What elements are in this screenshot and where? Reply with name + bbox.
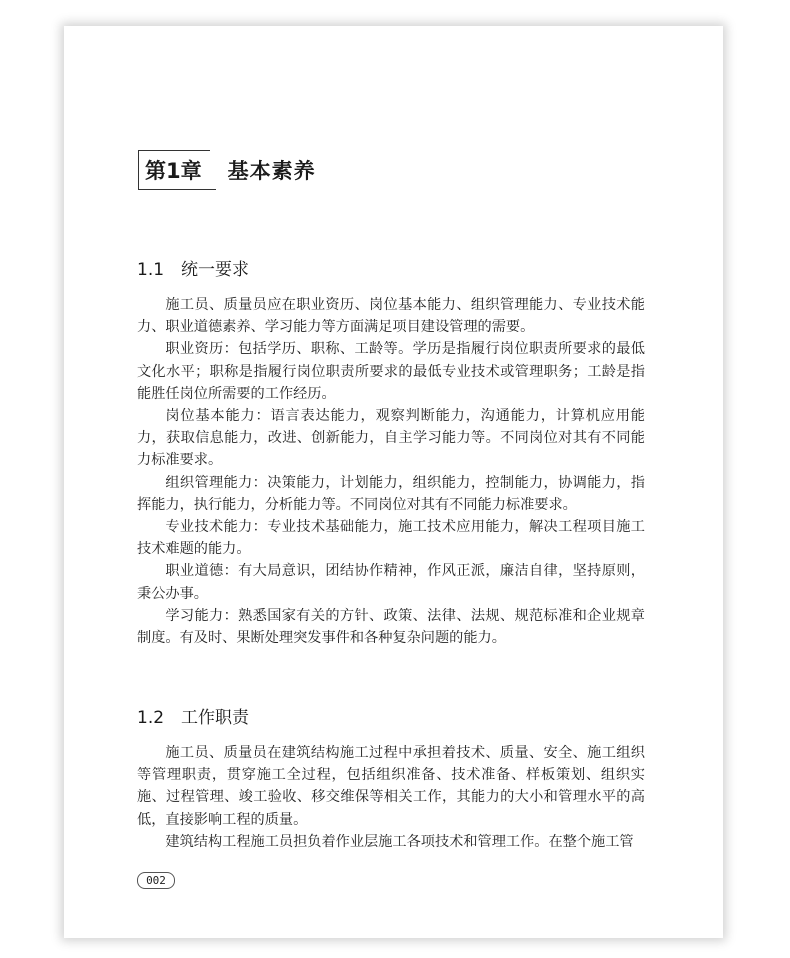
paragraph: 施工员、质量员应在职业资历、岗位基本能力、组织管理能力、专业技术能力、职业道德素养、学习能力等方面满足项目建设管理的需要。: [137, 297, 645, 336]
page-number: 002: [137, 872, 175, 889]
section-heading-1-2: [137, 703, 249, 728]
paragraph: 岗位基本能力：语言表达能力，观察判断能力，沟通能力，计算机应用能力，获取信息能力，改进、创新能力，自主学习能力等。不同岗位对其有不同能力标准要求。: [137, 408, 645, 469]
section-title: 统一要求: [181, 260, 249, 280]
paragraph: 专业技术能力：专业技术基础能力，施工技术应用能力，解决工程项目施工技术难题的能力。: [137, 519, 645, 558]
paragraph: 建筑结构工程施工员担负着作业层施工各项技术和管理工作。在整个施工管: [165, 833, 634, 850]
section-title: 工作职责: [181, 708, 249, 728]
section-heading-1-1: [137, 255, 249, 280]
section-number: 1.2: [137, 708, 165, 728]
chapter-title: 基本素养: [227, 159, 316, 183]
paragraph: 职业资历：包括学历、职称、工龄等。学历是指履行岗位职责所要求的最低文化水平；职称是指履行岗位职责所要求的最低专业技术或管理职务；工龄是指能胜任岗位所需要的工作经历。: [137, 341, 645, 402]
section-1-2-body: [137, 742, 645, 853]
chapter-heading: [138, 150, 316, 190]
chapter-number: 第1章: [145, 159, 202, 183]
chapter-number-box: [138, 150, 210, 190]
paragraph: 学习能力：熟悉国家有关的方针、政策、法律、法规、规范标准和企业规章制度。有及时、果断处理突发事件和各种复杂问题的能力。: [137, 607, 645, 647]
paragraph: 施工员、质量员在建筑结构施工过程中承担着技术、质量、安全、施工组织等管理职责，贯穿施工全过程，包括组织准备、技术准备、样板策划、组织实施、过程管理、竣工验收、移交维保等相关工作，其能力的大小和管理水平的高低，直接影响工程的质量。: [137, 745, 645, 828]
section-number: 1.1: [137, 260, 165, 280]
paragraph: 职业道德：有大局意识，团结协作精神，作风正派，廉洁自律，坚持原则，秉公办事。: [137, 563, 645, 602]
paragraph: 组织管理能力：决策能力，计划能力，组织能力，控制能力，协调能力，指挥能力，执行能力，分析能力等。不同岗位对其有不同能力标准要求。: [137, 474, 645, 513]
section-1-1-body: [137, 294, 645, 649]
